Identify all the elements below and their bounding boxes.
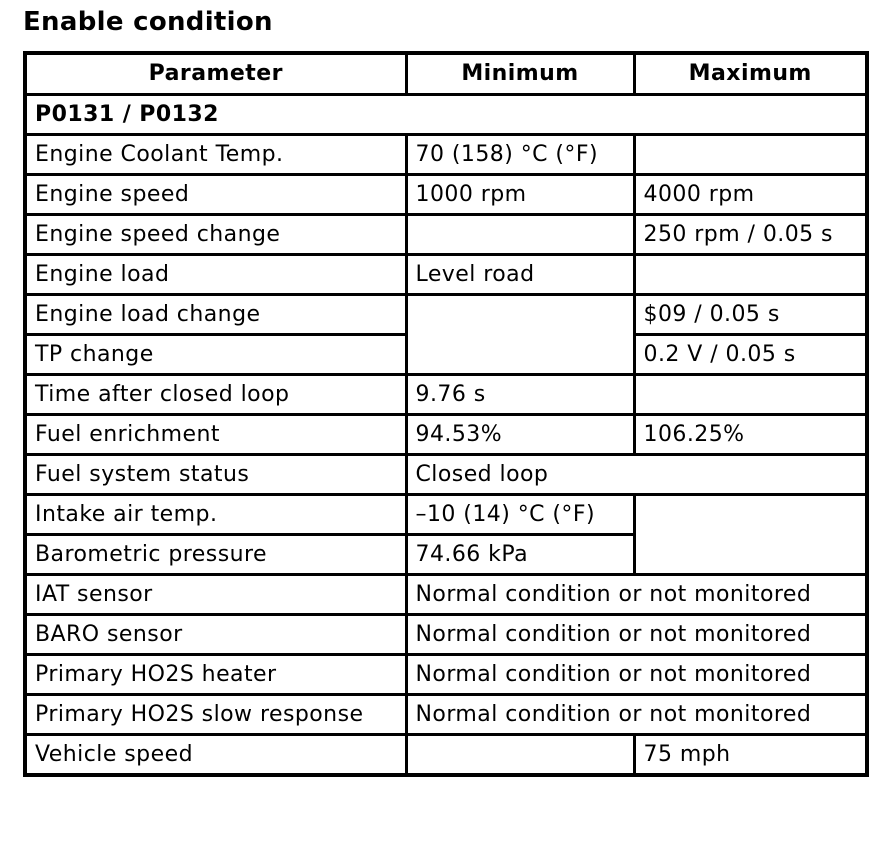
header-parameter: Parameter <box>25 53 406 95</box>
maximum-cell <box>634 375 867 415</box>
parameter-cell: BARO sensor <box>25 615 406 655</box>
parameter-cell: Primary HO2S heater <box>25 655 406 695</box>
maximum-cell: 0.2 V / 0.05 s <box>634 335 867 375</box>
maximum-cell <box>634 135 867 175</box>
header-row <box>25 53 867 95</box>
table-row <box>25 735 867 776</box>
section-row <box>25 95 867 135</box>
maximum-cell: 4000 rpm <box>634 175 867 215</box>
maximum-cell: $09 / 0.05 s <box>634 295 867 335</box>
minimum-cell: 74.66 kPa <box>406 535 634 575</box>
minimum-cell: 94.53% <box>406 415 634 455</box>
value-cell: Normal condition or not monitored <box>406 695 867 735</box>
value-cell: Closed loop <box>406 455 867 495</box>
parameter-cell: Time after closed loop <box>25 375 406 415</box>
table-row <box>25 215 867 255</box>
maximum-cell <box>634 255 867 295</box>
parameter-cell: Primary HO2S slow response <box>25 695 406 735</box>
header-maximum: Maximum <box>634 53 867 95</box>
table-row <box>25 575 867 615</box>
table-row <box>25 615 867 655</box>
table-row <box>25 415 867 455</box>
table-row <box>25 295 867 335</box>
parameter-cell: Engine speed <box>25 175 406 215</box>
maximum-cell: 106.25% <box>634 415 867 455</box>
enable-condition-table <box>23 51 869 777</box>
section-label: P0131 / P0132 <box>25 95 867 135</box>
value-cell: Normal condition or not monitored <box>406 615 867 655</box>
minimum-cell <box>406 295 634 375</box>
parameter-cell: Fuel enrichment <box>25 415 406 455</box>
value-cell: Normal condition or not monitored <box>406 655 867 695</box>
parameter-cell: IAT sensor <box>25 575 406 615</box>
table-row <box>25 695 867 735</box>
minimum-cell: 9.76 s <box>406 375 634 415</box>
parameter-cell: TP change <box>25 335 406 375</box>
maximum-cell <box>634 495 867 575</box>
table-row <box>25 375 867 415</box>
minimum-cell: 1000 rpm <box>406 175 634 215</box>
minimum-cell: 70 (158) °C (°F) <box>406 135 634 175</box>
table-row <box>25 455 867 495</box>
table-row <box>25 135 867 175</box>
minimum-cell: –10 (14) °C (°F) <box>406 495 634 535</box>
table-row <box>25 175 867 215</box>
parameter-cell: Engine Coolant Temp. <box>25 135 406 175</box>
parameter-cell: Fuel system status <box>25 455 406 495</box>
parameter-cell: Intake air temp. <box>25 495 406 535</box>
value-cell: Normal condition or not monitored <box>406 575 867 615</box>
minimum-cell <box>406 215 634 255</box>
maximum-cell: 75 mph <box>634 735 867 776</box>
table-row <box>25 255 867 295</box>
parameter-cell: Engine speed change <box>25 215 406 255</box>
minimum-cell: Level road <box>406 255 634 295</box>
parameter-cell: Engine load <box>25 255 406 295</box>
maximum-cell: 250 rpm / 0.05 s <box>634 215 867 255</box>
header-minimum: Minimum <box>406 53 634 95</box>
table-row <box>25 495 867 535</box>
page-title: Enable condition <box>23 7 273 37</box>
parameter-cell: Vehicle speed <box>25 735 406 776</box>
minimum-cell <box>406 735 634 776</box>
table-row <box>25 655 867 695</box>
parameter-cell: Engine load change <box>25 295 406 335</box>
parameter-cell: Barometric pressure <box>25 535 406 575</box>
